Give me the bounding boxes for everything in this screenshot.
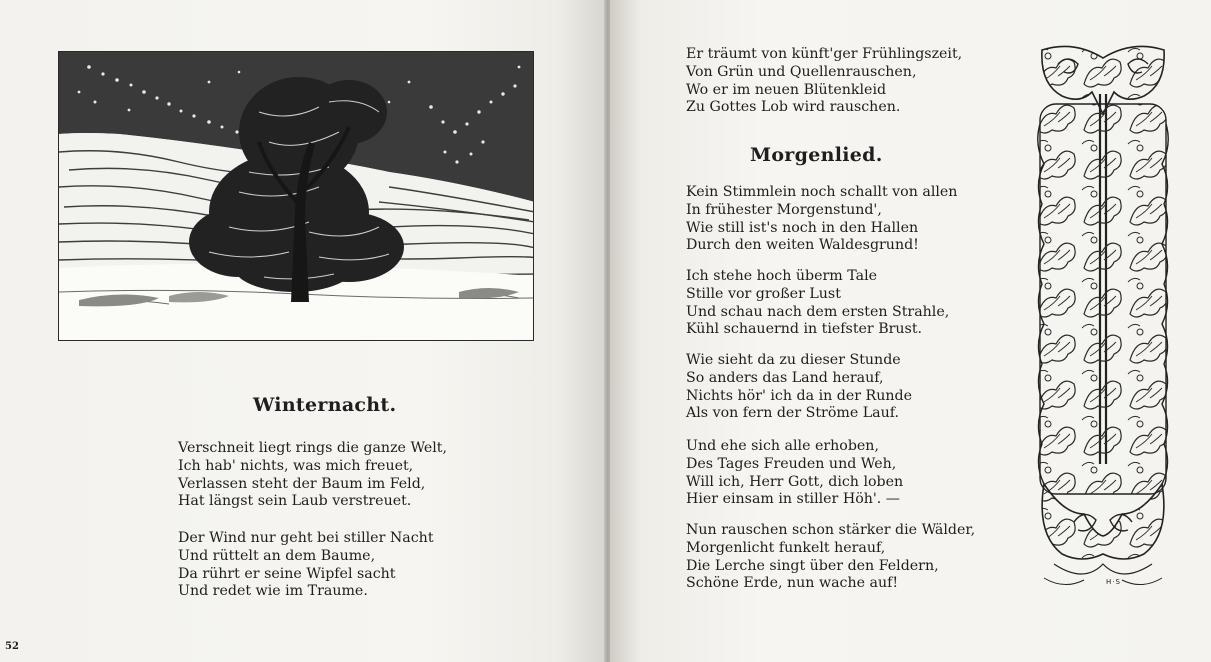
floral-ornament-border [1034,44,1172,592]
poem-line: So anders das Land herauf, [686,369,884,386]
poem-line: Er träumt von künft'ger Frühlingszeit, [686,46,963,62]
poem-line: Durch den weiten Waldesgrund! [686,237,919,254]
right-page [610,0,1211,662]
winternacht-stanza-1 [178,440,447,511]
poem-line: Stille vor großer Lust [686,285,841,302]
poem-line: Und ehe sich alle erhoben, [686,438,879,454]
poem-line: Morgenlicht funkelt herauf, [686,539,886,556]
poem-line: Verlassen steht der Baum im Feld, [178,475,426,492]
morgenlied-stanza-1 [686,184,957,255]
morgenlied-stanza-2 [686,268,949,339]
poem-line: Als von fern der Ströme Lauf. [686,405,899,422]
poem-line: Der Wind nur geht bei stiller Nacht [178,530,434,546]
winter-tree-illustration [58,51,534,341]
poem-line: Ich hab' nichts, was mich freuet, [178,457,414,474]
morgenlied-stanza-3 [686,352,912,423]
page-number: 52 [5,641,19,652]
poem-line: Verschneit liegt rings die ganze Welt, [178,440,448,456]
poem-title-morgenlied: Morgenlied. [750,144,883,166]
poem-line: Zu Gottes Lob wird rauschen. [686,99,901,116]
morgenlied-stanza-5 [686,522,975,593]
illustrator-monogram: H·S [1106,578,1121,586]
poem-line: Hat längst sein Laub verstreuet. [178,493,412,510]
winternacht-stanza-2 [178,530,434,601]
poem-line: Wie still ist's noch in den Hallen [686,219,919,236]
poem-line: Wo er im neuen Blütenkleid [686,81,887,98]
poem-line: In frühester Morgenstund', [686,201,882,218]
poem-title-winternacht: Winternacht. [253,394,397,416]
poem-line: Und redet wie im Traume. [178,583,368,600]
poem-line: Kühl schauernd in tiefster Brust. [686,321,923,338]
poem-line: Des Tages Freuden und Weh, [686,455,897,472]
poem-line: Und schau nach dem ersten Strahle, [686,303,950,320]
poem-line: Wie sieht da zu dieser Stunde [686,352,901,368]
winternacht-continued-stanza [686,46,962,117]
poem-line: Nichts hör' ich da in der Runde [686,387,912,404]
poem-line: Von Grün und Quellenrauschen, [686,63,917,80]
poem-line: Hier einsam in stiller Höh'. — [686,491,900,508]
poem-line: Und rüttelt an dem Baume, [178,547,376,564]
winter-tree-drawing [59,52,534,341]
poem-line: Nun rauschen schon stärker die Wälder, [686,522,976,538]
poem-line: Will ich, Herr Gott, dich loben [686,473,904,490]
poem-line: Schöne Erde, nun wache auf! [686,575,899,592]
morgenlied-stanza-4 [686,438,903,509]
poem-line: Die Lerche singt über den Feldern, [686,557,939,574]
poem-line: Ich stehe hoch überm Tale [686,268,878,284]
floral-ornament-icon [1034,44,1172,592]
poem-line: Kein Stimmlein noch schallt von allen [686,184,958,200]
poem-line: Da rührt er seine Wipfel sacht [178,565,396,582]
